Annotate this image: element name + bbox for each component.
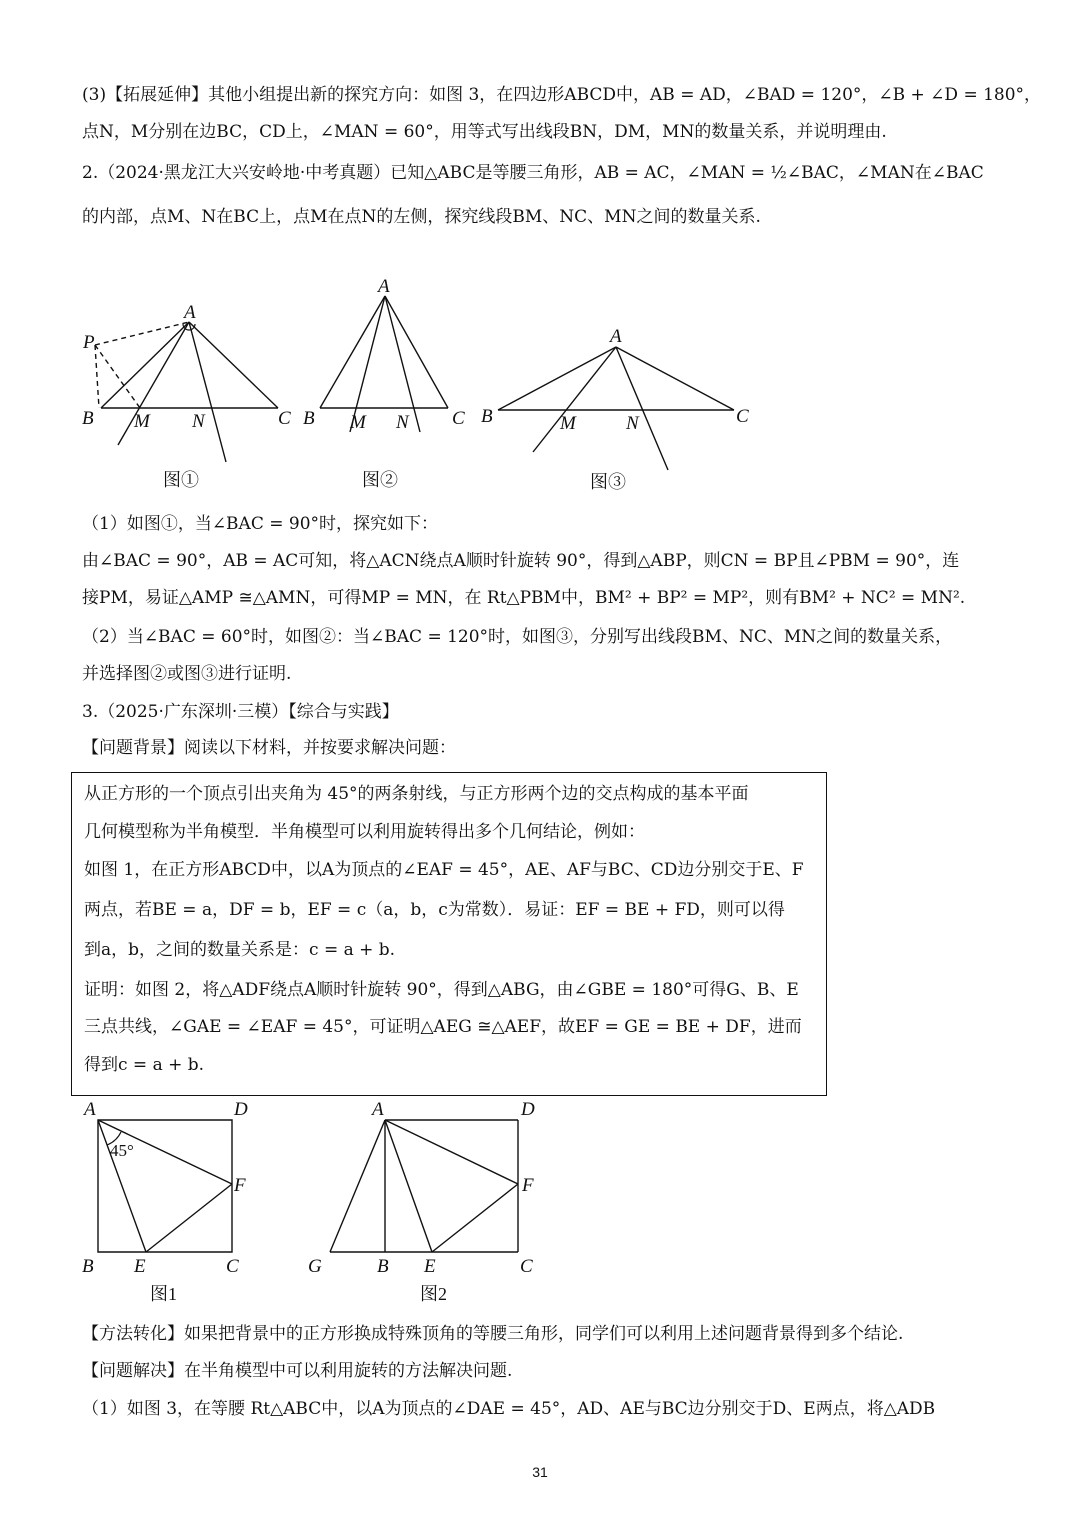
fig2-label-A: A [378,276,390,297]
text-line-9: 并选择图②或图③进行证明. [82,664,292,684]
figure-1 [78,300,298,495]
sq1-label-B: B [82,1256,94,1277]
sq2-label-F: F [522,1175,534,1196]
fig3-caption: 图③ [590,472,626,492]
fig1-label-C: C [278,408,291,429]
sq2-label-E: E [424,1256,436,1277]
page-number: 31 [532,1464,548,1480]
box-line-4: 两点，若BE = a，DF = b，EF = c（a，b，c为常数）．易证：EF = BE + FD，则可以得 [84,900,785,920]
fig1-label-A: A [184,302,196,323]
fig3-label-C: C [736,406,749,427]
sq2-label-G: G [308,1256,322,1277]
text-line-5: （1）如图①，当∠BAC = 90°时，探究如下： [82,514,439,534]
sq1-label-C: C [226,1256,239,1277]
fig1-label-P: P [83,332,95,353]
box-line-1: 从正方形的一个顶点引出夹角为 45°的两条射线，与正方形两个边的交点构成的基本平面 [84,784,749,804]
fig1-caption: 图① [163,470,199,490]
fig2-label-N: N [396,412,409,433]
sq1-label-D: D [234,1099,248,1120]
box-line-7: 三点共线，∠GAE = ∠EAF = 45°，可证明△AEG ≅△AEF，故EF = GE = BE + DF，进而 [84,1017,802,1037]
sq2-caption: 图2 [420,1284,447,1304]
fig3-label-N: N [626,413,639,434]
box-line-6: 证明：如图 2，将△ADF绕点A顺时针旋转 90°，得到△ABG，由∠GBE = 180°可得G、B、E [84,980,799,1000]
fig2-caption: 图② [362,470,398,490]
sq2-label-D: D [521,1099,535,1120]
text-line-7: 接PM，易证△AMP ≅△AMN，可得MP = MN，在 Rt△PBM中，BM² + BP² = MP²，则有BM² + NC² = MN². [82,588,966,608]
sq2-label-C: C [520,1256,533,1277]
figure-2 [300,272,480,497]
fig2-label-C: C [452,408,465,429]
fig1-label-M: M [134,411,150,432]
text-line-2: 点N，M分别在边BC，CD上，∠MAN = 60°，用等式写出线段BN，DM，MN的数量关系，并说明理由. [82,122,887,142]
fig3-label-M: M [560,413,576,434]
box-line-3: 如图 1，在正方形ABCD中，以A为顶点的∠EAF = 45°，AE、AF与BC、CD边分别交于E、F [84,860,804,880]
text-line-4: 的内部，点M、N在BC上，点M在点N的左侧，探究线段BM、NC、MN之间的数量关系. [82,207,761,227]
text-line-13: 【问题解决】在半角模型中可以利用旋转的方法解决问题. [82,1361,513,1381]
text-line-11: 【问题背景】阅读以下材料，并按要求解决问题： [82,738,456,758]
box-line-5: 到a，b，之间的数量关系是：c = a + b. [84,940,396,960]
figure-square-1 [76,1096,266,1308]
sq2-label-B: B [377,1256,389,1277]
box-line-8: 得到c = a + b. [84,1055,205,1075]
box-line-2: 几何模型称为半角模型．半角模型可以利用旋转得出多个几何结论，例如： [84,822,645,842]
text-line-14: （1）如图 3，在等腰 Rt△ABC中，以A为顶点的∠DAE = 45°，AD、AE与BC边分别交于D、E两点，将△ADB [82,1399,936,1419]
text-line-6: 由∠BAC = 90°，AB = AC可知，将△ACN绕点A顺时针旋转 90°，得到△ABP，则CN = BP且∠PBM = 90°，连 [82,551,960,571]
text-line-12: 【方法转化】如果把背景中的正方形换成特殊顶角的等腰三角形，同学们可以利用上述问题背景得到多个结论. [82,1324,904,1344]
figure-3 [478,322,768,497]
sq1-label-45: 45° [110,1141,134,1160]
text-line-1: (3)【拓展延伸】其他小组提出新的探究方向：如图 3，在四边形ABCD中，AB = AD，∠BAD = 120°，∠B + ∠D = 180°， [82,85,1042,105]
sq2-label-A: A [372,1099,384,1120]
fig3-label-A: A [610,326,622,347]
text-line-3: 2.（2024·黑龙江大兴安岭地·中考真题）已知△ABC是等腰三角形，AB = AC，∠MAN = ½∠BAC，∠MAN在∠BAC [82,163,984,183]
fig2-label-M: M [350,412,366,433]
text-line-8: （2）当∠BAC = 60°时，如图②：当∠BAC = 120°时，如图③，分别写出线段BM、NC、MN之间的数量关系， [82,627,953,647]
figure-square-2 [300,1096,550,1308]
fig2-label-B: B [303,408,315,429]
fig1-label-B: B [82,408,94,429]
sq1-caption: 图1 [150,1284,177,1304]
sq1-label-A: A [84,1099,96,1120]
fig1-label-N: N [192,411,205,432]
text-line-10: 3.（2025·广东深圳·三模）【综合与实践】 [82,702,399,722]
fig3-label-B: B [481,406,493,427]
sq1-label-F: F [234,1175,246,1196]
sq1-label-E: E [134,1256,146,1277]
